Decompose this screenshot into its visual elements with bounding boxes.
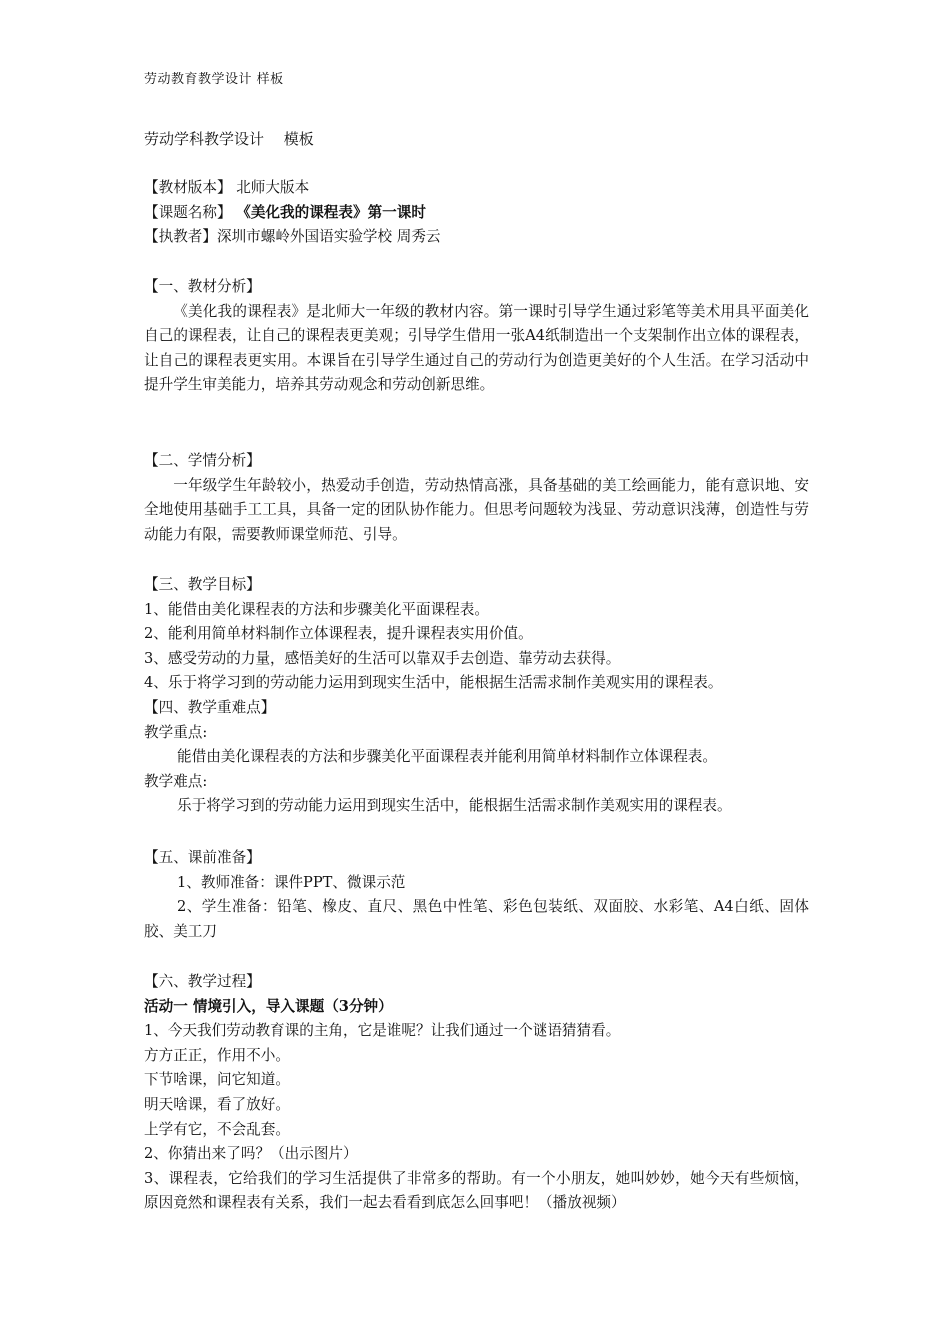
section-objectives: [144, 573, 809, 819]
riddle-line: 上学有它，不会乱套。: [144, 1120, 290, 1138]
objective-item: 3、感受劳动的力量，感悟美好的生活可以靠双手去创造、靠劳动去获得。: [144, 649, 621, 667]
riddle-line: 方方正正，作用不小。: [144, 1046, 290, 1064]
teacher-line: 【执教者】深圳市螺岭外国语实验学校 周秀云: [144, 228, 441, 246]
riddle-line: 明天啥课，看了放好。: [144, 1095, 290, 1113]
section-heading: 【四、教学重难点】: [144, 698, 276, 716]
difficulty-label: 教学难点:: [144, 772, 208, 790]
section-heading: 【二、学情分析】: [144, 452, 261, 469]
section-heading: 【三、教学目标】: [144, 576, 261, 593]
page-header: 劳动教育教学设计 样板: [144, 72, 284, 87]
student-prep: 2、学生准备：铅笔、橡皮、直尺、黑色中性笔、彩色包装纸、双面胶、水彩笔、A4白纸、固体胶、美工刀: [144, 898, 809, 940]
process-line: 3、课程表，它给我们的学习生活提供了非常多的帮助。有一个小朋友，她叫妙妙，她今天有些烦恼，原因竟然和课程表有关系，我们一起去看看到底怎么回事吧！（播放视频）: [144, 1169, 809, 1212]
lesson-label: 【课题名称】: [144, 203, 232, 221]
process-line: 2、你猜出来了吗？（出示图片）: [144, 1145, 358, 1163]
section-preparation: [144, 846, 809, 944]
objective-item: 4、乐于将学习到的劳动能力运用到现实生活中，能根据生活需求制作美观实用的课程表。: [144, 674, 723, 692]
lesson-value: 《美化我的课程表》第一课时: [236, 203, 426, 221]
section-body: 《美化我的课程表》是北师大一年级的教材内容。第一课时引导学生通过彩笔等美术用具平面美化自己的课程表，让自己的课程表更美观；引导学生借用一张A4纸制造出一个支架制作出立体的课程表，让自己的课程表更实用。本课旨在引导学生通过自己的劳动行为创造更美好的个人生活。在学习活动中提升学生审美能力，培养其劳动观念和劳动创新思维。: [144, 302, 809, 394]
section-process: [144, 970, 809, 1216]
objective-item: 1、能借由美化课程表的方法和步骤美化平面课程表。: [144, 600, 489, 618]
section-student-analysis: [144, 449, 809, 547]
meta-block: [144, 176, 809, 250]
riddle-line: 下节啥课，问它知道。: [144, 1071, 290, 1089]
edition-line: 【教材版本】 北师大版本: [144, 179, 310, 196]
section-heading: 【一、教材分析】: [144, 278, 261, 295]
process-line: 1、今天我们劳动教育课的主角，它是谁呢？让我们通过一个谜语猜猜看。: [144, 1022, 621, 1040]
key-point-label: 教学重点:: [144, 723, 208, 741]
section-heading: 【五、课前准备】: [144, 849, 261, 866]
section-body: 一年级学生年龄较小，热爱动手创造，劳动热情高涨，具备基础的美工绘画能力，能有意识地、安全地使用基础手工工具，具备一定的团队协作能力。但思考问题较为浅显、劳动意识浅薄，创造性与劳动能力有限，需要教师课堂师范、引导。: [144, 476, 809, 543]
key-point-body: 能借由美化课程表的方法和步骤美化平面课程表并能利用简单材料制作立体课程表。: [177, 748, 717, 766]
lesson-line: [144, 201, 809, 226]
difficulty-body: 乐于将学习到的劳动能力运用到现实生活中，能根据生活需求制作美观实用的课程表。: [177, 797, 732, 815]
section-textbook-analysis: [144, 275, 809, 398]
objective-item: 2、能利用简单材料制作立体课程表，提升课程表实用价值。: [144, 625, 533, 643]
document-title: 劳动学科教学设计 模板: [144, 130, 314, 148]
teacher-prep: 1、教师准备：课件PPT、微课示范: [177, 873, 406, 891]
activity-title: 活动一 情境引入，导入课题（3分钟）: [144, 997, 393, 1015]
section-heading: 【六、教学过程】: [144, 973, 261, 990]
